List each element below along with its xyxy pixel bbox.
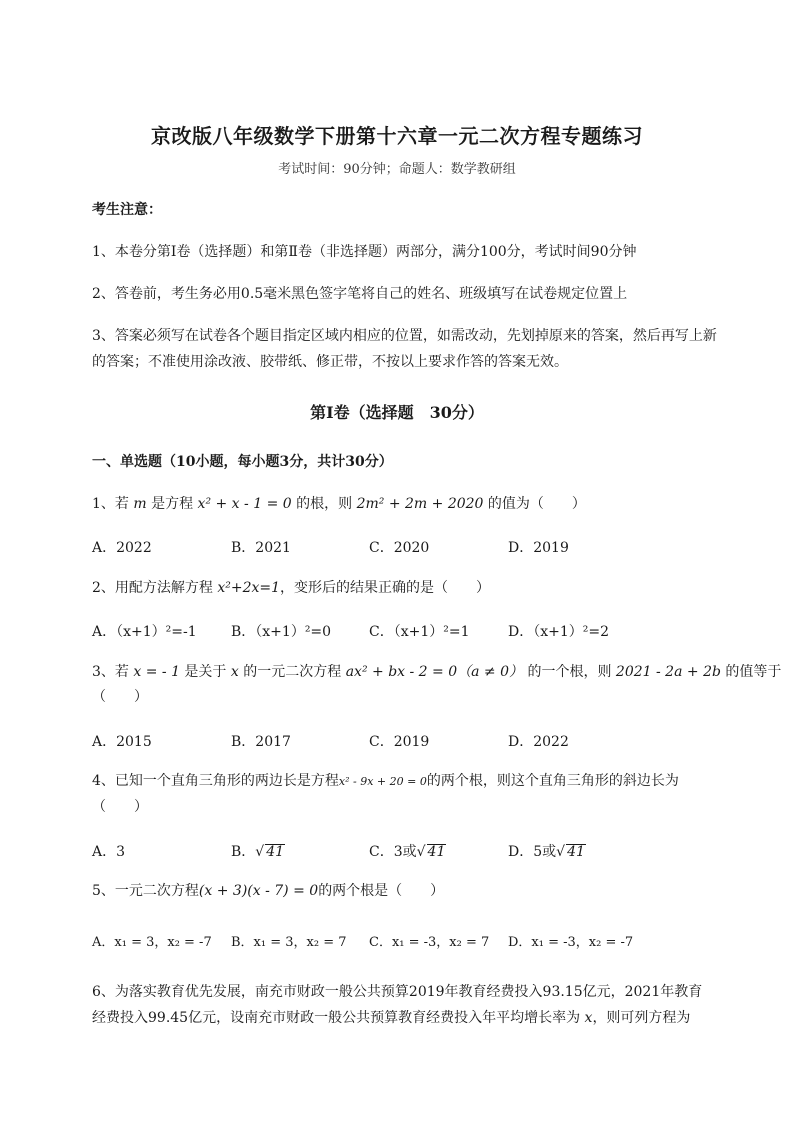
- q5-option-a: A．x₁ = 3，x₂ = -7: [92, 935, 212, 950]
- exam-info: 考试时间：90分钟；命题人：数学教研组: [278, 162, 516, 177]
- q1-option-a: A．2022: [92, 540, 152, 556]
- q1-option-d: D．2019: [508, 540, 569, 556]
- q2-option-c: C．（x+1）²=1: [369, 624, 470, 640]
- page-title: 京改版八年级数学下册第十六章一元二次方程专题练习: [151, 124, 643, 148]
- q4-option-c: C．3或√ 41: [369, 844, 446, 860]
- q2-option-b: B．（x+1）²=0: [231, 624, 332, 640]
- question-6-line-1: 6、为落实教育优先发展，南充市财政一般公共预算2019年教育经费投入93.15亿元，2021年教育: [92, 984, 703, 1000]
- question-4-stem: 4、已知一个直角三角形的两边长是方程x² - 9x + 20 = 0的两个根，则这个直角三角形的斜边长为: [92, 773, 679, 789]
- question-2-stem: 2、用配方法解方程 x²+2x=1，变形后的结果正确的是（ ）: [92, 580, 491, 596]
- sqrt-symbol: √: [416, 844, 426, 860]
- question-6-line-2: 经费投入99.45亿元，设南充市财政一般公共预算教育经费投入年平均增长率为 x，则可列方程为: [92, 1010, 691, 1026]
- sqrt-symbol: √: [556, 844, 566, 860]
- q3-option-d: D．2022: [508, 734, 569, 750]
- question-5-stem: 5、一元二次方程(x + 3)(x - 7) = 0的两个根是（ ）: [92, 883, 445, 899]
- question-4-blank: （ ）: [92, 799, 148, 815]
- notice-item-3: 3、答案必须写在试卷各个题目指定区域内相应的位置，如需改动，先划掉原来的答案，然后再写上新: [92, 328, 717, 344]
- q5-option-b: B．x₁ = 3，x₂ = 7: [231, 935, 347, 950]
- q2-option-d: D．（x+1）²=2: [508, 624, 610, 640]
- q2-option-a: A．（x+1）²=-1: [92, 624, 197, 640]
- notice-item-2: 2、答卷前，考生务必用0.5毫米黑色签字笔将自己的姓名、班级填写在试卷规定位置上: [92, 286, 628, 302]
- radicand: 41: [266, 844, 285, 860]
- q4-option-a: A．3: [92, 844, 126, 860]
- q1-option-c: C．2020: [369, 540, 430, 556]
- q5-option-c: C．x₁ = -3，x₂ = 7: [369, 935, 490, 950]
- sqrt-symbol: √: [255, 844, 265, 860]
- q5-option-d: D．x₁ = -3，x₂ = -7: [508, 935, 634, 950]
- notice-item-3-cont: 的答案；不准使用涂改液、胶带纸、修正带，不按以上要求作答的答案无效。: [92, 354, 568, 370]
- radicand: 41: [567, 844, 585, 860]
- section-title: 第I卷（选择题 30分）: [310, 403, 484, 422]
- notice-heading: 考生注意：: [92, 202, 162, 218]
- question-3-stem: 3、若 x = - 1 是关于 x 的一元二次方程 ax² + bx - 2 = 0（a ≠ 0） 的一个根，则 2021 - 2a + 2b 的值等于: [92, 664, 782, 680]
- q3-option-b: B．2017: [231, 734, 291, 750]
- radicand: 41: [427, 844, 446, 860]
- q3-option-a: A．2015: [92, 734, 152, 750]
- q4-option-d: D．5或√ 41: [508, 844, 585, 860]
- q3-option-c: C．2019: [369, 734, 430, 750]
- q1-option-b: B．2021: [231, 540, 291, 556]
- q4-option-b: B．√ 41: [231, 844, 285, 860]
- notice-item-1: 1、本卷分第I卷（选择题）和第Ⅱ卷（非选择题）两部分，满分100分，考试时间90分钟: [92, 244, 637, 260]
- question-3-blank: （ ）: [92, 689, 148, 705]
- question-1-stem: 1、若 m 是方程 x² + x - 1 = 0 的根，则 2m² + 2m + 2020 的值为（ ）: [92, 496, 586, 512]
- part-heading: 一、单选题（10小题，每小题3分，共计30分）: [92, 454, 393, 470]
